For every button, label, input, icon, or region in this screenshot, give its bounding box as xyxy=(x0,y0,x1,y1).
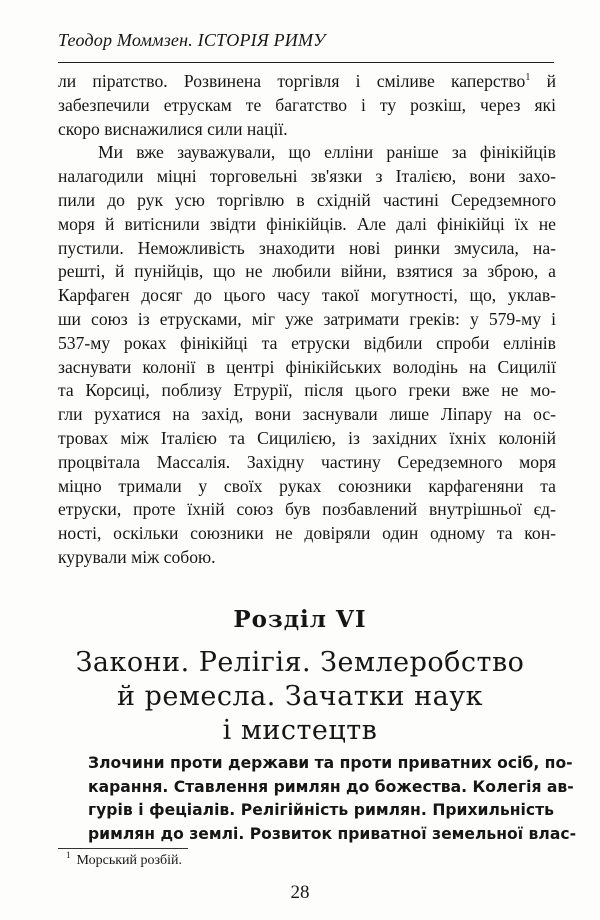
chapter-summary-line: Злочини проти держави та проти приватних осіб, по- xyxy=(88,754,573,772)
chapter-summary xyxy=(88,752,577,846)
footnote-rule xyxy=(58,848,188,849)
paragraph-2-line: налагодили міцні торговельні зв'язки з Італією, вони захо- xyxy=(58,166,556,187)
body-text xyxy=(58,70,556,570)
chapter-number: Розділ VI xyxy=(233,606,367,633)
paragraph-2-line: та Корсиці, поблизу Етрурії, після цього греки вже не мо- xyxy=(58,380,556,401)
footnote-reference: 1 xyxy=(525,72,531,84)
paragraph-2-line: заснувати колонії в центрі фінікійських володінь на Сицилії xyxy=(58,356,556,377)
footnote-text: Морський розбій. xyxy=(76,853,183,868)
header-rule xyxy=(58,62,554,63)
paragraph-2-line: моря й витіснили звідти фінікійців. Але далі фінікійці їх не xyxy=(58,213,556,234)
paragraph-2-line: 537-му роках фінікійці та етруски відбили спроби еллінів xyxy=(58,332,556,353)
paragraph-1-line: забезпечили етрускам те багатство і ту розкіш, через які xyxy=(58,94,556,115)
paragraph-2-line: Карфаген досяг до цього часу такої могутності, що, уклав- xyxy=(58,285,556,306)
paragraph-2-line: пустили. Неможливість знаходити нові ринки змусила, на- xyxy=(58,237,556,258)
paragraph-2-line: гли рухатися на захід, вони заснували лише Ліпару на ос- xyxy=(58,404,556,425)
paragraph-2-line: ності, оскільки союзники не довіряли один одному та кон- xyxy=(58,523,556,544)
paragraph-2-line: пили до рук усю торгівлю в східній частині Середземного xyxy=(58,189,556,210)
paragraph-2-line: курували між собою. xyxy=(58,546,216,567)
chapter-title xyxy=(0,646,600,748)
page-number: 28 xyxy=(290,882,310,903)
chapter-summary-line: римлян до землі. Розвиток приватної земельної влас- xyxy=(88,824,577,843)
paragraph-1-line: ли піратство. Розвинена торгівля і сміливе каперство$^1$ й xyxy=(58,71,556,91)
paragraph-2-line: тровах між Італією та Сицилією, із західних їхніх колоній xyxy=(58,427,556,448)
chapter-summary-line: карання. Ставлення римлян до божества. Колегія ав- xyxy=(88,777,574,796)
paragraph-2-line: ши союз із етрусками, міг уже затримати греків: у 579-му і xyxy=(58,308,556,329)
paragraph-1-line: скоро виснажилися сили нації. xyxy=(58,118,288,139)
footnote-marker: 1 xyxy=(66,850,71,861)
paragraph-2-line: етруски, проте їхній союз був позбавлений внутрішньої єд- xyxy=(58,499,556,520)
chapter-summary-line: гурів і феціалів. Релігійність римлян. Прихильність xyxy=(88,801,554,819)
paragraph-2-line: міцно тримали у своїх руках союзники карфагеняни та xyxy=(58,475,556,496)
chapter-title-line: Закони. Релігія. Землеробство xyxy=(75,647,525,678)
paragraph-2-line: решті, й пунійців, що не любили війни, взятися за зброю, а xyxy=(58,261,556,282)
paragraph-2-line: Ми вже зауважували, що елліни раніше за фінікійців xyxy=(98,142,556,163)
footnote xyxy=(66,852,182,870)
chapter-title-line: й ремесла. Зачатки наук xyxy=(117,681,483,712)
chapter-title-line: і мистецтв xyxy=(222,715,378,746)
paragraph-2-line: процвітала Массалія. Західну частину Середземного моря xyxy=(58,451,556,472)
running-head: Теодор Моммзен. ІСТОРІЯ РИМУ xyxy=(58,30,326,50)
